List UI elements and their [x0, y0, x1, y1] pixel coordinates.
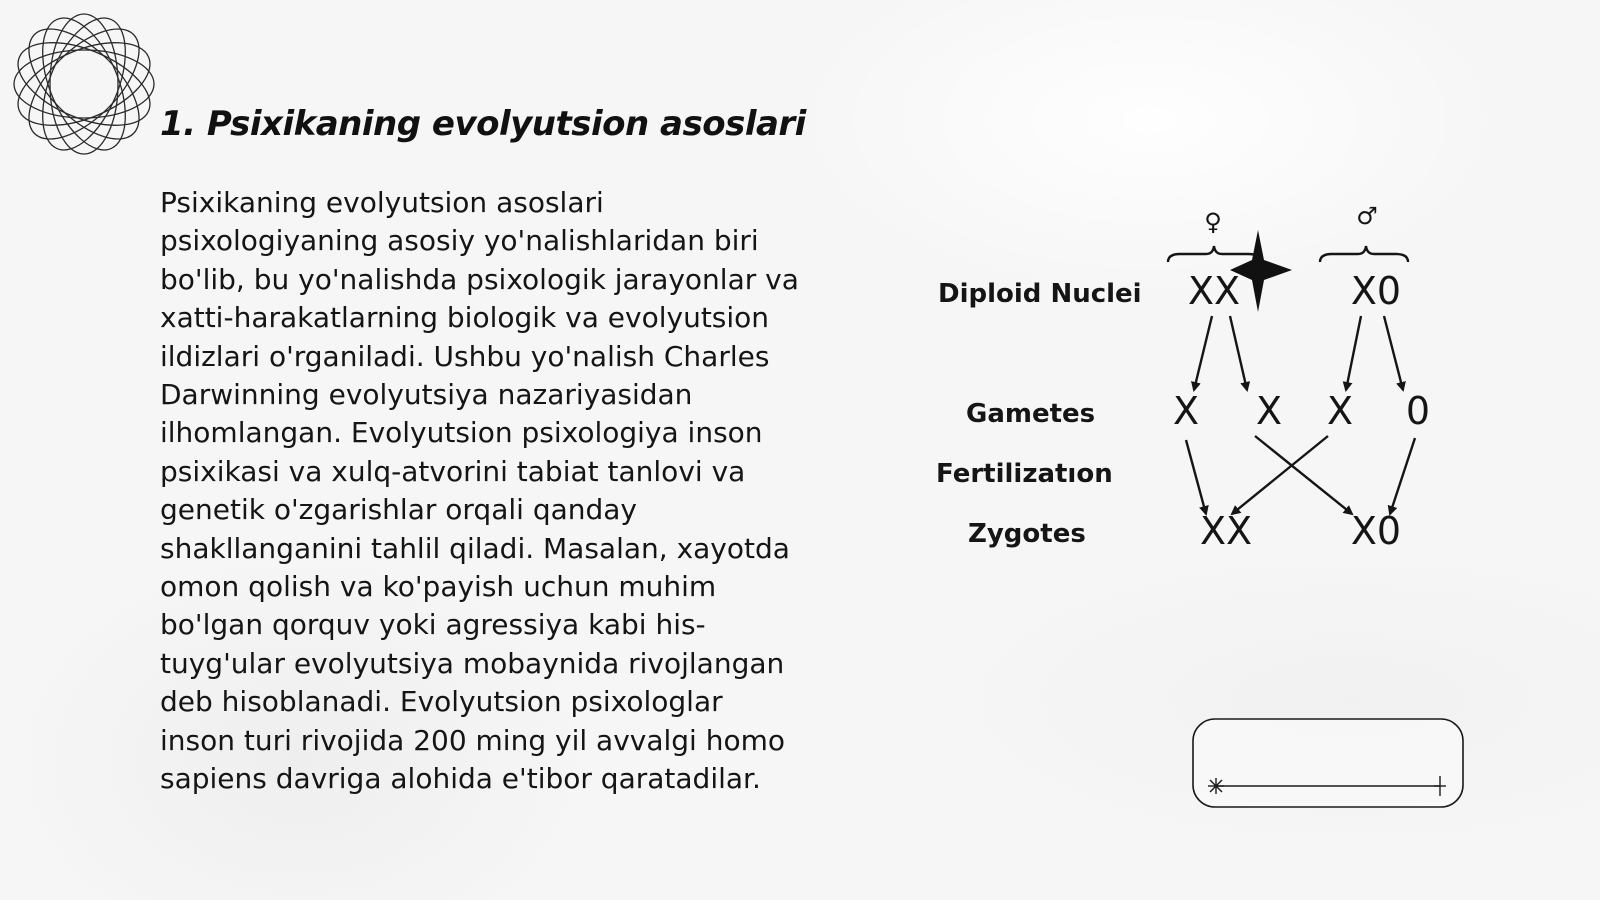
body-line: tuyg'ular evolyutsiya mobaynida rivojlangan: [160, 646, 785, 680]
body-line: bo'lgan qorquv yoki agressiya kabi his-: [160, 608, 706, 642]
zygote-male: X0: [1350, 509, 1402, 553]
gamete-male-2: 0: [1405, 389, 1431, 433]
body-paragraph: [160, 184, 850, 799]
gamete-female-1: X: [1172, 389, 1200, 433]
body-line: omon qolish va ko'payish uchun muhim: [160, 570, 717, 604]
diploid-female-genotype: XX: [1187, 269, 1241, 313]
male-symbol: ♂: [1356, 202, 1378, 230]
body-line: deb hisoblanadi. Evolyutsion psixologlar: [160, 685, 723, 719]
gamete-female-2: X: [1255, 389, 1283, 433]
diploid-male-genotype: X0: [1350, 269, 1402, 313]
gamete-male-1: X: [1326, 389, 1354, 433]
fertilization-diagram: [930, 200, 1450, 580]
row-label-fertilization: Fertilizatıon: [936, 459, 1113, 489]
body-line: Psixikaning evolyutsion asoslari: [160, 186, 604, 219]
body-line: shakllanganini tahlil qiladi. Masalan, xayotda: [160, 531, 790, 565]
body-line: bo'lib, bu yo'nalishda psixologik jarayonlar va: [160, 262, 799, 296]
arrow-meiosis-m1: [1346, 316, 1361, 390]
arrow-meiosis-f1: [1194, 316, 1212, 390]
zygote-female: XX: [1199, 509, 1253, 553]
body-line: inson turi rivojida 200 ming yil avvalgi homo: [160, 723, 786, 757]
arrow-fert-1: [1186, 440, 1206, 514]
female-brace: [1168, 246, 1260, 262]
spirograph-logo-icon: [10, 10, 158, 158]
arrow-meiosis-f2: [1230, 316, 1247, 390]
arrow-meiosis-m2: [1384, 316, 1403, 390]
body-line: sapiens davriga alohida e'tibor qaratadilar.: [160, 762, 761, 796]
male-brace: [1320, 246, 1408, 262]
arrow-fert-3: [1255, 436, 1352, 514]
arrow-fert-4: [1390, 438, 1415, 514]
body-line: xatti-harakatlarning biologik va evolyutsion: [160, 301, 770, 335]
arrow-fert-2: [1232, 436, 1328, 514]
body-line: psixologiyaning asosiy yo'nalishlaridan biri: [160, 224, 759, 258]
body-line: ilhomlangan. Evolyutsion psixologiya inson: [160, 416, 763, 450]
female-symbol: ♀: [1204, 208, 1222, 236]
body-line: psixikasi va xulq-atvorini tabiat tanlovi va: [160, 454, 746, 488]
row-label-gametes: Gametes: [966, 399, 1096, 429]
row-label-zygotes: Zygotes: [968, 519, 1086, 549]
scale-bar-start-icon: [1208, 778, 1224, 794]
body-line: Darwinning evolyutsiya nazariyasidan: [160, 378, 693, 412]
slide-title: 1. Psixikaning evolyutsion asoslari: [160, 104, 806, 144]
scale-bar-box: [1192, 718, 1464, 808]
row-label-diploid-nuclei: Diploid Nuclei: [938, 279, 1142, 309]
body-line: ildizlari o'rganiladi. Ushbu yo'nalish Charles: [160, 339, 770, 373]
body-line: genetik o'zgarishlar orqali qanday: [160, 493, 637, 527]
